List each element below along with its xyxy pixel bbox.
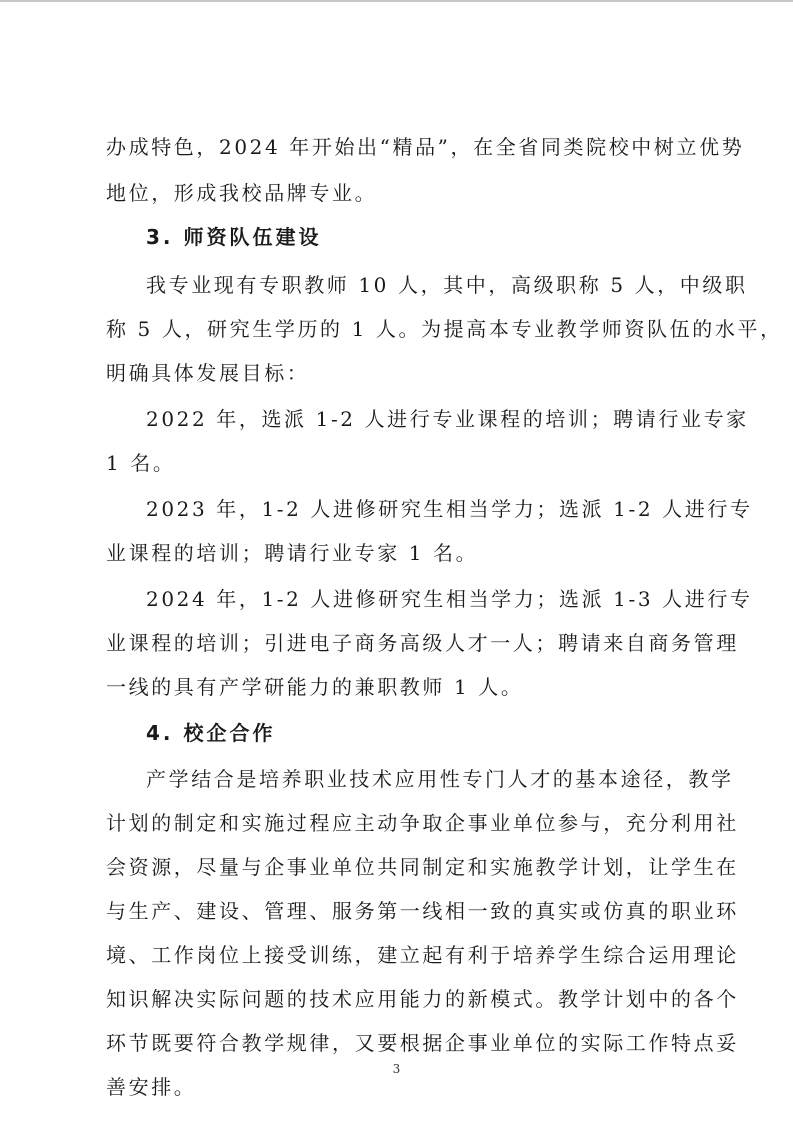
paragraph-line: 2023 年，1-2 人进修研究生相当学力；选派 1-2 人进行专 — [146, 497, 753, 521]
paragraph-line: 业课程的培训；引进电子商务高级人才一人；聘请来自商务管理 — [106, 631, 739, 655]
paragraph-line: 境、工作岗位上接受训练，建立起有利于培养学生综合运用理论 — [106, 943, 739, 967]
paragraph-line: 与生产、建设、管理、服务第一线相一致的真实或仿真的职业环 — [106, 899, 739, 923]
paragraph-line: 业课程的培训；聘请行业专家 1 名。 — [106, 541, 479, 565]
paragraph-line: 我专业现有专职教师 10 人，其中，高级职称 5 人，中级职 — [146, 273, 748, 297]
paragraph-line: 环节既要符合教学规律，又要根据企事业单位的实际工作特点妥 — [106, 1031, 739, 1055]
paragraph-line: 办成特色，2024 年开始出“精品”，在全省同类院校中树立优势 — [106, 135, 745, 159]
document-body — [106, 128, 783, 1106]
paragraph-line: 1 名。 — [106, 451, 176, 475]
section-heading-cooperation: 4. 校企合作 — [146, 721, 276, 745]
paragraph-line: 知识解决实际问题的技术应用能力的新模式。教学计划中的各个 — [106, 987, 739, 1011]
paragraph-line: 2024 年，1-2 人进修研究生相当学力；选派 1-3 人进行专 — [146, 587, 753, 611]
paragraph-line: 地位，形成我校品牌专业。 — [106, 181, 378, 205]
paragraph-line: 一线的具有产学研能力的兼职教师 1 人。 — [106, 675, 524, 699]
paragraph-line: 善安排。 — [106, 1075, 197, 1099]
paragraph-line: 明确具体发展目标： — [106, 361, 310, 385]
paragraph-line: 2022 年，选派 1-2 人进行专业课程的培训；聘请行业专家 — [146, 407, 749, 431]
paragraph-line: 产学结合是培养职业技术应用性专门人才的基本途径，教学 — [146, 767, 734, 791]
paragraph-line: 会资源，尽量与企事业单位共同制定和实施教学计划，让学生在 — [106, 855, 739, 879]
scan-top-edge — [0, 0, 793, 2]
section-heading-faculty: 3. 师资队伍建设 — [146, 225, 322, 249]
paragraph-line: 计划的制定和实施过程应主动争取企事业单位参与，充分利用社 — [106, 811, 739, 835]
paragraph-line: 称 5 人，研究生学历的 1 人。为提高本专业教学师资队伍的水平， — [106, 317, 783, 341]
page-number: 3 — [392, 1062, 401, 1076]
